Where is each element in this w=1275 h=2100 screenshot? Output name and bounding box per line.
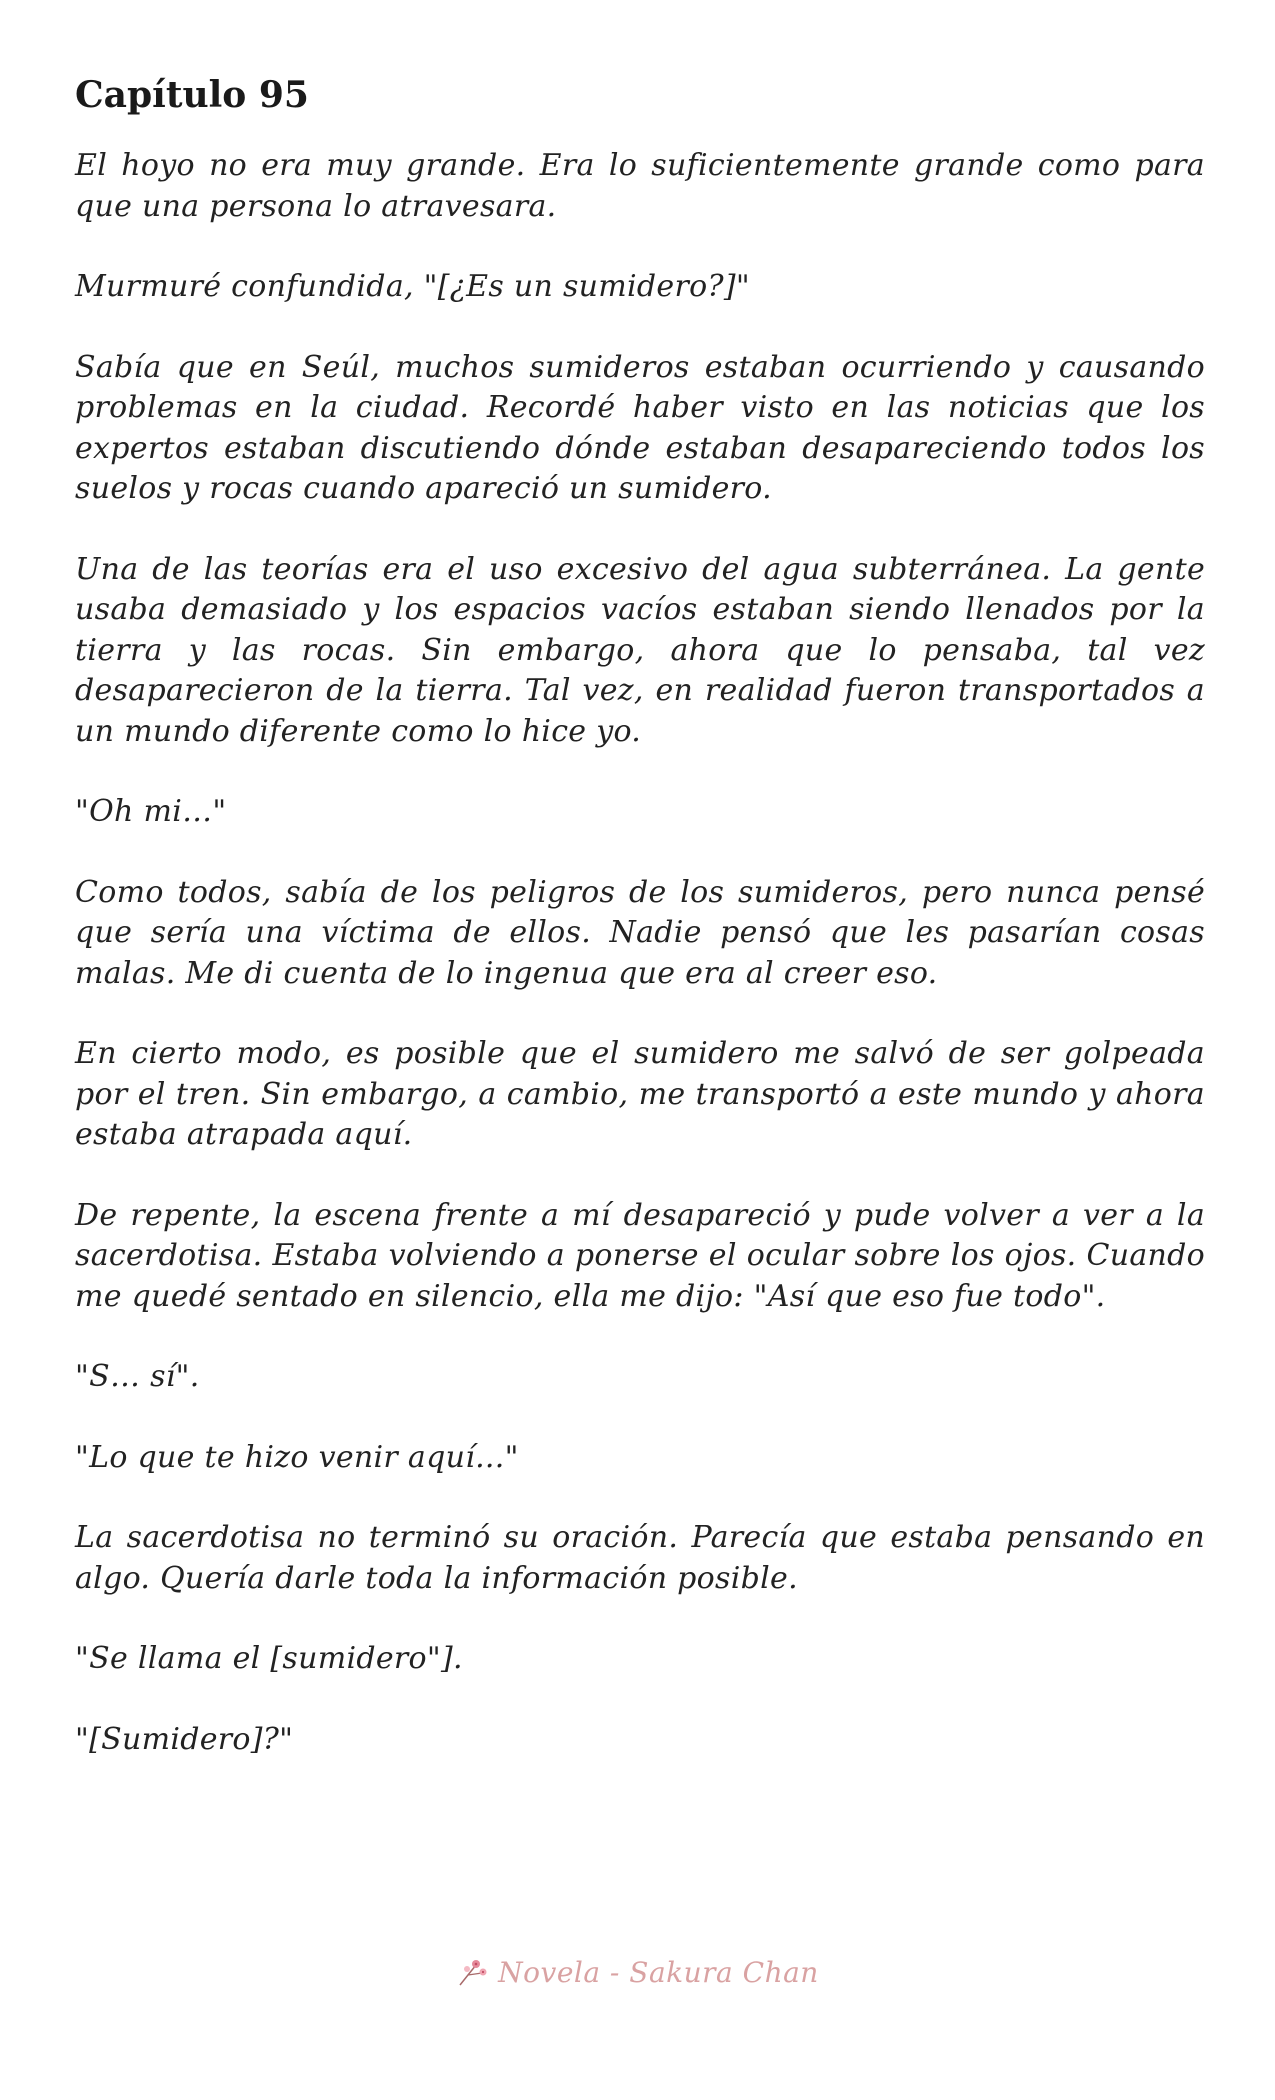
paragraph-4: Una de las teorías era el uso excesivo del agua subterránea. La gente usaba demasiado y los espacios vacíos estaban siendo llenados por la tierra y las rocas. Sin embargo, ahora que lo pensaba, tal vez desaparecieron de la tierra. Tal vez, en realidad fueron transportados a un mundo diferente como lo hice yo. — [75, 551, 1205, 749]
paragraph-12: "Se llama el [sumidero"]. — [75, 1641, 463, 1676]
paragraph-8: De repente, la escena frente a mí desapareció y pude volver a ver a la sacerdotisa. Estaba volviendo a ponerse el ocular sobre los ojos. Cuando me quedé sentado en silencio, ella me dijo: "Así que eso fue todo". — [75, 1197, 1205, 1314]
paragraph-10: "Lo que te hizo venir aquí..." — [75, 1439, 519, 1475]
paragraph-6: Como todos, sabía de los peligros de los sumideros, pero nunca pensé que sería una víctima de ellos. Nadie pensó que les pasarían cosas malas. Me di cuenta de lo ingenua que era al creer eso. — [75, 874, 1205, 991]
watermark — [0, 1955, 1275, 1989]
paragraph-5: "Oh mi…" — [75, 794, 227, 829]
paragraph-2: Murmuré confundida, "[¿Es un sumidero?]" — [75, 269, 750, 304]
paragraph-1: El hoyo no era muy grande. Era lo suficientemente grande como para que una persona lo atravesara. — [75, 148, 1205, 224]
watermark-text: Novela - Sakura Chan — [498, 1955, 819, 1989]
paragraph-3: Sabía que en Seúl, muchos sumideros estaban ocurriendo y causando problemas en la ciudad. Recordé haber visto en las noticias que los expertos estaban discutiendo dónde estaban desapareciendo todos los suelos y rocas cuando apareció un sumidero. — [75, 349, 1205, 506]
paragraph-9: "S… sí". — [75, 1359, 200, 1394]
paragraph-11: La sacerdotisa no terminó su oración. Parecía que estaba pensando en algo. Quería darle toda la información posible. — [75, 1520, 1205, 1596]
paragraph-7: En cierto modo, es posible que el sumidero me salvó de ser golpeada por el tren. Sin embargo, a cambio, me transportó a este mundo y ahora estaba atrapada aquí. — [75, 1036, 1205, 1152]
chapter-title: Capítulo 95 — [75, 74, 309, 116]
sakura-flower-icon — [456, 1955, 490, 1989]
paragraph-13: "[Sumidero]?" — [75, 1721, 294, 1757]
document-page — [75, 70, 1205, 1800]
